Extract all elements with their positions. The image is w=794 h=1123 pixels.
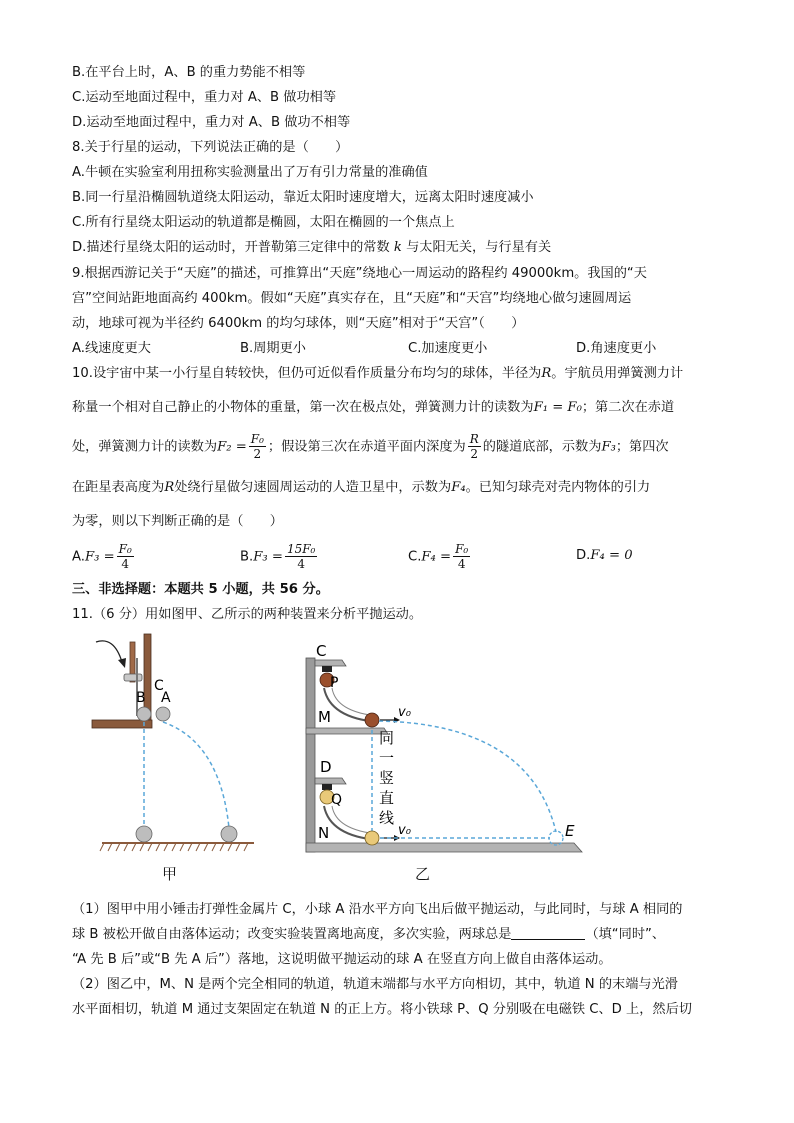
q10-depth-fraction (468, 432, 481, 461)
option-equation: F₃ = (253, 549, 283, 565)
figure-jia-caption: 甲 (162, 865, 178, 883)
track-n-inner (332, 806, 378, 834)
label-c: C (154, 678, 164, 694)
vertical-char: 同 (379, 729, 395, 747)
q10-line-3-mid: ；假设第三次在赤道平面内深度为 (267, 439, 466, 455)
label-q: Q (331, 792, 343, 808)
q11-part2-line-2: 水平面相切，轨道 M 通过支架固定在轨道 N 的正上方。将小铁球 P、Q 分别吸在电磁铁 C、D 上，然后切 (72, 1002, 692, 1017)
label-a: A (161, 690, 171, 706)
option-equation: F₄ = 0 (590, 548, 633, 563)
hammer-head (124, 674, 142, 681)
vertical-char: 直 (379, 789, 395, 807)
q10-line-1-text: 10.设宇宙中某一小行星自转较快，但仍可近似看作质量分布均匀的球体，半径为 (72, 366, 542, 381)
option-fraction (285, 542, 317, 571)
q10-line-2-tail: ；第二次在赤道 (581, 400, 675, 415)
label-m: M (318, 708, 331, 726)
vertical-char: 线 (379, 809, 395, 827)
q10-line-3-tail: ；第四次 (615, 439, 669, 455)
q10-line-4-text: 在距星表高度为 (72, 480, 165, 495)
option-fraction (453, 542, 470, 571)
q10-line-1 (72, 364, 683, 384)
q8-option-d-text-b: 与太阳无关，与行星有关 (406, 240, 552, 255)
q9-option-d: D.角速度更小 (576, 341, 657, 356)
fraction-denominator: 4 (121, 557, 130, 571)
q11-stem: 11.（6 分）用如图甲、乙所示的两种装置来分析平抛运动。 (72, 607, 423, 622)
ground-hatching (100, 843, 248, 851)
label-v0-bottom: v₀ (398, 823, 411, 838)
option-letter: D. (576, 548, 591, 563)
fraction-denominator: 2 (470, 447, 479, 461)
q10-line-1-tail: 。宇航员用弹簧测力计 (551, 366, 684, 381)
ball-a (156, 707, 170, 721)
q10-line-3-text: 处，弹簧测力计的读数为 (72, 439, 218, 455)
answer-blank[interactable] (511, 925, 585, 940)
q11-part1-line-2-text: 球 B 被松开做自由落体运动；改变实验装置离地高度，多次实验，两球总是 (72, 927, 512, 942)
q9-option-c: C.加速度更小 (408, 341, 488, 356)
horizontal-surface (306, 843, 582, 852)
q10-line-2 (72, 398, 674, 418)
q10-line-3-mid2: 的隧道底部，示数为 (482, 439, 602, 455)
figure-yi-caption: 乙 (415, 865, 431, 883)
fraction-numerator: R (469, 432, 479, 446)
fraction-denominator: 4 (297, 557, 305, 571)
q10-f3-label: F₃ (601, 439, 616, 455)
figure-jia (88, 632, 258, 854)
q10-f2-label: F₂ = (217, 439, 247, 455)
q11-part1-line-2 (72, 925, 665, 945)
label-b: B (136, 690, 146, 706)
ball-a-projectile-path (163, 722, 229, 828)
q8-stem: 8.关于行星的运动，下列说法正确的是（ ） (72, 140, 349, 155)
q11-part1-line-2-tail: （填“同时”、 (585, 927, 666, 942)
q10-line-4-tail: 。已知匀球壳对壳内物体的引力 (465, 480, 651, 495)
label-e: E (565, 822, 575, 840)
label-n: N (318, 824, 330, 842)
q10-height-symbol: R (164, 480, 175, 495)
option-letter: B. (240, 549, 254, 565)
q10-option-d (576, 546, 633, 566)
q10-line-5: 为零，则以下判断正确的是（ ） (72, 514, 283, 529)
q7-option-d: D.运动至地面过程中，重力对 A、B 做功不相等 (72, 115, 351, 130)
q9-option-a: A.线速度更大 (72, 341, 151, 356)
fraction-numerator: 15F₀ (286, 542, 316, 556)
fraction-denominator: 2 (253, 447, 262, 461)
q11-part1-line-3: “A 先 B 后”或“B 先 A 后”）落地，这说明做平抛运动的球 A 在竖直方向上做自由落体运动。 (72, 952, 612, 967)
q8-option-a: A.牛顿在实验室利用扭称实验测量出了万有引力常量的准确值 (72, 165, 428, 180)
electromagnet-c (315, 660, 346, 666)
option-letter: A. (72, 549, 85, 565)
q9-line-1: 9.根据西游记关于“天庭”的描述，可推算出“天庭”绕地心一周运动的路程约 49000km。我国的“天 (72, 266, 647, 281)
ball-end-m (365, 713, 379, 727)
option-fraction (117, 542, 134, 571)
q9-line-2: 宫”空间站距地面高约 400km。假如“天庭”真实存在，且“天庭”和“天宫”均绕地心做匀速圆周运 (72, 291, 632, 306)
q10-f4-label: F₄ (451, 480, 466, 495)
option-equation: F₄ = (421, 549, 452, 565)
ball-b (137, 707, 151, 721)
fraction-numerator: F₀ (250, 432, 264, 446)
q10-line-4 (72, 478, 650, 498)
q10-line-4-mid: 处绕行星做匀速圆周运动的人造卫星中，示数为 (174, 480, 452, 495)
ball-b-landed (136, 826, 152, 842)
electromagnet-d (315, 778, 346, 784)
vertical-char: 竖 (379, 769, 395, 787)
q9-option-b: B.周期更小 (240, 341, 306, 356)
q7-option-c: C.运动至地面过程中，重力对 A、B 做功相等 (72, 90, 337, 105)
q8-option-b: B.同一行星沿椭圆轨道绕太阳运动，靠近太阳时速度增大，远离太阳时速度减小 (72, 190, 534, 205)
q11-part1-line-1: （1）图甲中用小锤击打弹性金属片 C，小球 A 沿水平方向飞出后做平抛运动，与此同时，与球 A 相同的 (72, 902, 683, 917)
label-p: P (330, 675, 339, 691)
shelf-m (306, 728, 388, 734)
vertical-char: 一 (379, 749, 395, 767)
ball-a-landed (221, 826, 237, 842)
option-letter: C. (408, 549, 422, 565)
q11-part2-line-1: （2）图乙中，M、N 是两个完全相同的轨道，轨道末端都与水平方向相切，其中，轨道 N 的末端与光滑 (72, 977, 678, 992)
vertical-caption (379, 729, 394, 827)
q8-option-d-k: k (393, 240, 402, 255)
q10-line-2-text: 称量一个相对自己静止的小物体的重量，第一次在极点处，弹簧测力计的读数为 (72, 400, 534, 415)
hammer-arrow-icon (96, 641, 122, 662)
support-wall (306, 658, 315, 852)
q10-option-a (72, 542, 136, 572)
q10-option-c (408, 542, 472, 572)
q10-radius-symbol: R (541, 366, 552, 381)
q8-option-c: C.所有行星绕太阳运动的轨道都是椭圆，太阳在椭圆的一个焦点上 (72, 215, 455, 230)
q7-option-b: B.在平台上时，A、B 的重力势能不相等 (72, 65, 306, 80)
label-v0-top: v₀ (398, 705, 411, 720)
q10-f2-fraction (249, 432, 266, 461)
track-m-inner (332, 688, 378, 716)
arrowhead-icon (118, 658, 126, 668)
q10-line-3 (72, 432, 669, 462)
ball-end-n (365, 831, 379, 845)
q8-option-d-text-a: D.描述行星绕太阳的运动时，开普勒第三定律中的常数 (72, 240, 390, 255)
q10-f1-equation: F₁ = F₀ (533, 400, 582, 415)
q10-option-b (240, 542, 319, 572)
q8-option-d (72, 238, 551, 258)
figure-yi (300, 636, 590, 858)
magnet-d-core (322, 784, 332, 790)
fraction-numerator: F₀ (118, 542, 132, 556)
label-d: D (320, 758, 332, 776)
fraction-denominator: 4 (457, 557, 466, 571)
fraction-numerator: F₀ (455, 542, 469, 556)
section-3-heading: 三、非选择题：本题共 5 小题，共 56 分。 (72, 582, 329, 597)
projectile-path (379, 721, 556, 832)
q9-line-3: 动，地球可视为半径约 6400km 的均匀球体，则“天庭”相对于“天宫”（ ） (72, 316, 525, 331)
magnet-c-core (322, 666, 332, 672)
option-equation: F₃ = (84, 549, 115, 565)
label-c: C (316, 642, 327, 660)
